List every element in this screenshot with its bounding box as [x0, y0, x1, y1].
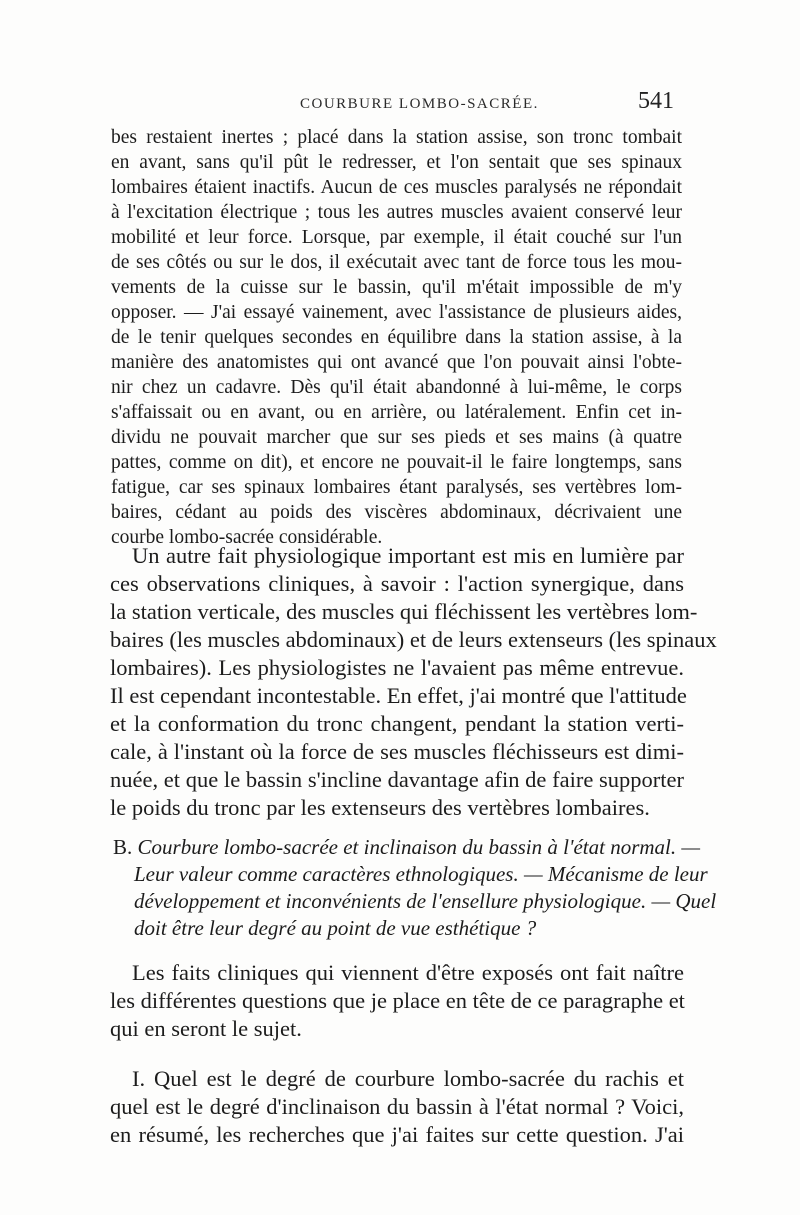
paragraph-line: et la conformation du tronc changent, pendant la station verti-: [110, 711, 684, 736]
paragraph-line: ces observations cliniques, à savoir : l'action synergique, dans: [110, 571, 684, 596]
paragraph-line: quel est le degré d'inclinaison du bassin à l'état normal ? Voici,: [110, 1094, 684, 1119]
paragraph-line: baires (les muscles abdominaux) et de leurs extenseurs (les spinaux: [110, 627, 717, 652]
paragraph-line: I. Quel est le degré de courbure lombo-sacrée du rachis et: [132, 1066, 684, 1091]
paragraph-line: Il est cependant incontestable. En effet, j'ai montré que l'attitude: [110, 683, 687, 708]
section-heading-line: développement et inconvénients de l'ensellure physiologique. — Quel: [134, 889, 717, 913]
text-line: lombaires étaient inactifs. Aucun de ces muscles paralysés ne répondait: [111, 177, 682, 198]
text-line: courbe lombo-sacrée considérable.: [111, 527, 383, 548]
text-line: en avant, sans qu'il pût le redresser, et l'on sentait que ses spinaux: [111, 152, 682, 173]
paragraph-line: nuée, et que le bassin s'incline davantage afin de faire supporter: [110, 767, 684, 792]
text-line: bes restaient inertes ; placé dans la station assise, son tronc tombait: [111, 127, 682, 148]
text-line: à l'excitation électrique ; tous les autres muscles avaient conservé leur: [111, 202, 682, 223]
text-line: baires, cédant au poids des viscères abdominaux, décrivaient une: [111, 502, 682, 523]
paragraph-line: Les faits cliniques qui viennent d'être exposés ont fait naître: [132, 960, 684, 985]
section-heading-text: Courbure lombo-sacrée et inclinaison du bassin à l'état normal. —: [137, 835, 701, 859]
text-line: pattes, comme on dit), et encore ne pouvait-il le faire longtemps, sans: [111, 452, 682, 473]
paragraph-line: en résumé, les recherches que j'ai faites sur cette question. J'ai: [110, 1122, 684, 1147]
paragraph-line: la station verticale, des muscles qui fléchissent les vertèbres lom-: [110, 599, 698, 624]
page-number: 541: [638, 88, 674, 114]
text-line: mobilité et leur force. Lorsque, par exemple, il était couché sur l'un: [111, 227, 682, 248]
section-heading-line: doit être leur degré au point de vue esthétique ?: [134, 916, 537, 940]
text-line: de ses côtés ou sur le dos, il exécutait avec tant de force tous les mou-: [111, 252, 682, 273]
section-letter: B.: [113, 835, 133, 859]
text-line: vements de la cuisse sur le bassin, qu'il m'était impossible de m'y: [111, 277, 682, 298]
section-heading-line: [113, 835, 701, 859]
section-heading-line: Leur valeur comme caractères ethnologiques. — Mécanisme de leur: [134, 862, 708, 886]
paragraph-line: les différentes questions que je place en tête de ce paragraphe et: [110, 988, 685, 1013]
paragraph-line: Un autre fait physiologique important est mis en lumière par: [132, 543, 684, 568]
paragraph-line: lombaires). Les physiologistes ne l'avaient pas même entrevue.: [110, 655, 684, 680]
text-line: s'affaissait ou en avant, ou en arrière, ou latéralement. Enfin cet in-: [111, 402, 682, 423]
text-line: opposer. — J'ai essayé vainement, avec l'assistance de plusieurs aides,: [111, 302, 682, 323]
text-line: nir chez un cadavre. Dès qu'il était abandonné à lui-même, le corps: [111, 377, 682, 398]
text-line: fatigue, car ses spinaux lombaires étant paralysés, ses vertèbres lom-: [111, 477, 682, 498]
text-line: de le tenir quelques secondes en équilibre dans la station assise, à la: [111, 327, 682, 348]
text-line: manière des anatomistes qui ont avancé que l'on pouvait ainsi l'obte-: [111, 352, 682, 373]
text-line: dividu ne pouvait marcher que sur ses pieds et ses mains (à quatre: [111, 427, 682, 448]
paragraph-line: cale, à l'instant où la force de ses muscles fléchisseurs est dimi-: [110, 739, 684, 764]
running-title: COURBURE LOMBO-SACRÉE.: [300, 96, 539, 112]
paragraph-line: qui en seront le sujet.: [110, 1016, 302, 1041]
paragraph-line: le poids du tronc par les extenseurs des vertèbres lombaires.: [110, 795, 650, 820]
